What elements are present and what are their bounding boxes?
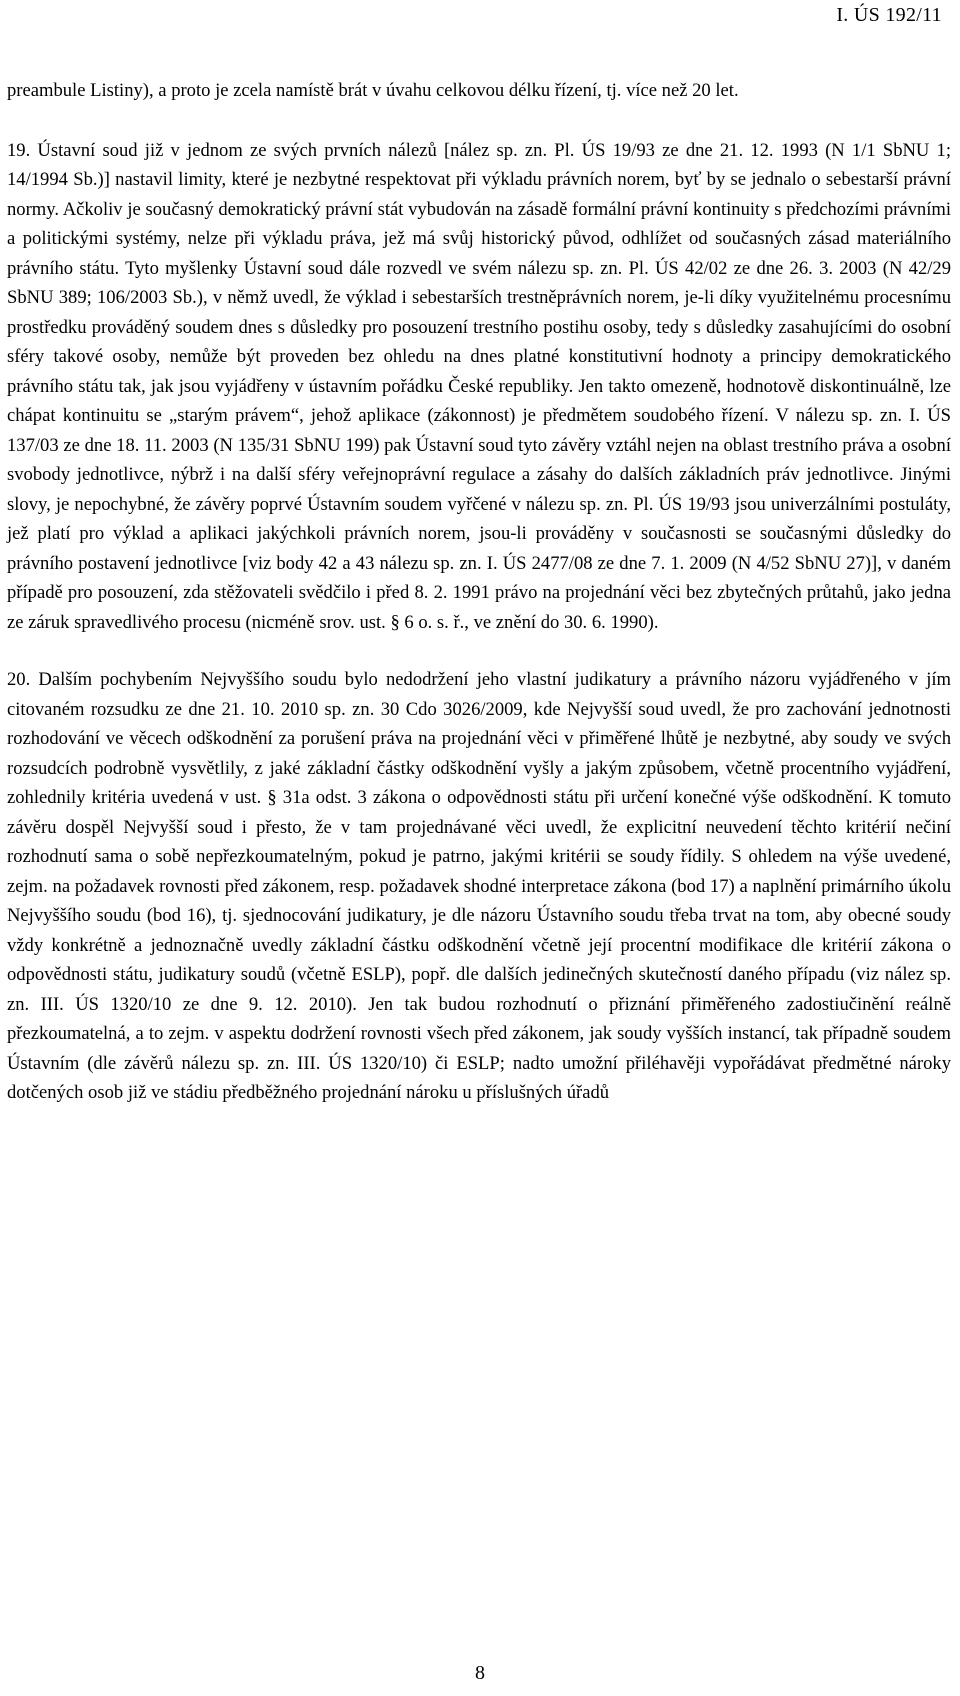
case-number-header: I. ÚS 192/11 bbox=[836, 4, 942, 26]
paragraph-20: 20. Dalším pochybením Nejvyššího soudu bylo nedodržení jeho vlastní judikatury a právního názoru vyjádřeného v jím citovaném rozsudku ze dne 21. 10. 2010 sp. zn. 30 Cdo 3026/2009, kde Nejvyšší soud uvedl, že pro zachování jednotnosti rozhodování ve věcech odškodnění za porušení práva na projednání věci v přiměřené lhůtě je nezbytné, aby soudy ve svých rozsudcích podrobně vysvětlily, z jaké základní částky odškodnění vyšly a jakým způsobem, včetně procentního vyjádření, zohlednily kritéria uvedená v ust. § 31a odst. 3 zákona o odpovědnosti státu při určení konečné výše odškodnění. K tomuto závěru dospěl Nejvyšší soud i přesto, že v tam projednávané věci uvedl, že explicitní neuvedení těchto kritérií nečiní rozhodnutí sama o sobě nepřezkoumatelným, pokud je patrno, jakými kritérii se soudy řídily. S ohledem na výše uvedené, zejm. na požadavek rovnosti před zákonem, resp. požadavek shodné interpretace zákona (bod 17) a naplnění primárního úkolu Nejvyššího soudu (bod 16), tj. sjednocování judikatury, je dle názoru Ústavního soudu třeba trvat na tom, aby obecné soudy vždy konkrétně a jednoznačně uvedly základní částku odškodnění včetně její procentní modifikace dle kritérií zákona o odpovědnosti státu, judikatury soudů (včetně ESLP), popř. dle dalších jedinečných skutečností daného případu (viz nález sp. zn. III. ÚS 1320/10 ze dne 9. 12. 2010). Jen tak budou rozhodnutí o přiznání přiměřeného zadostiučinění reálně přezkoumatelná, a to zejm. v aspektu dodržení rovnosti všech před zákonem, jak soudy vyšších instancí, tak případně soudem Ústavním (dle závěrů nálezu sp. zn. III. ÚS 1320/10) či ESLP; nadto umožní přiléhavěji vypořádávat předmětné nároky dotčených osob již ve stádiu předběžného projednání nároku u příslušných úřadů bbox=[7, 669, 951, 1103]
document-body bbox=[7, 76, 951, 1108]
page-number: 8 bbox=[475, 1662, 485, 1684]
paragraph-19: 19. Ústavní soud již v jednom ze svých prvních nálezů [nález sp. zn. Pl. ÚS 19/93 ze dne 21. 12. 1993 (N 1/1 SbNU 1; 14/1994 Sb.)] nastavil limity, které je nezbytné respektovat při výkladu právních norem, byť by se jednalo o sebestarší právní normy. Ačkoliv je současný demokratický právní stát vybudován na zásadě formální právní kontinuity s předchozími právními a politickými systémy, nelze při výkladu práva, jež má svůj historický původ, odhlížet od současných zásad materiálního právního státu. Tyto myšlenky Ústavní soud dále rozvedl ve svém nálezu sp. zn. Pl. ÚS 42/02 ze dne 26. 3. 2003 (N 42/29 SbNU 389; 106/2003 Sb.), v němž uvedl, že výklad i sebestarších trestněprávních norem, je-li díky využitelnému procesnímu prostředku prováděný soudem dnes s důsledky pro posouzení trestního postihu osoby, tedy s důsledky zasahujícími do osobní sféry takové osoby, nemůže být proveden bez ohledu na dnes platné konstitutivní hodnoty a principy demokratického právního státu tak, jak jsou vyjádřeny v ústavním pořádku České republiky. Jen takto omezeně, hodnotově diskontinuálně, lze chápat kontinuitu se „starým právem“, jehož aplikace (zákonnost) je předmětem soudobého řízení. V nálezu sp. zn. I. ÚS 137/03 ze dne 18. 11. 2003 (N 135/31 SbNU 199) pak Ústavní soud tyto závěry vztáhl nejen na oblast trestního práva a osobní svobody jednotlivce, nýbrž i na další sféry veřejnoprávní regulace a zásahy do dalších základních práv jednotlivce. Jinými slovy, je nepochybné, že závěry poprvé Ústavním soudem vyřčené v nálezu sp. zn. Pl. ÚS 19/93 jsou univerzálními postuláty, jež platí pro výklad a aplikaci jakýchkoli právních norem, jsou-li prováděny v současnosti se současnými důsledky do právního postavení jednotlivce [viz body 42 a 43 nálezu sp. zn. I. ÚS 2477/08 ze dne 7. 1. 2009 (N 4/52 SbNU 27)], v daném případě pro posouzení, zda stěžovateli svědčilo i před 8. 2. 1991 právo na projednání věci bez zbytečných průtahů, jako jedna ze záruk spravedlivého procesu (nicméně srov. ust. § 6 o. s. ř., ve znění do 30. 6. 1990). bbox=[7, 139, 951, 633]
paragraph-18-continuation: preambule Listiny), a proto je zcela namístě brát v úvahu celkovou délku řízení, tj. více než 20 let. bbox=[7, 80, 739, 101]
